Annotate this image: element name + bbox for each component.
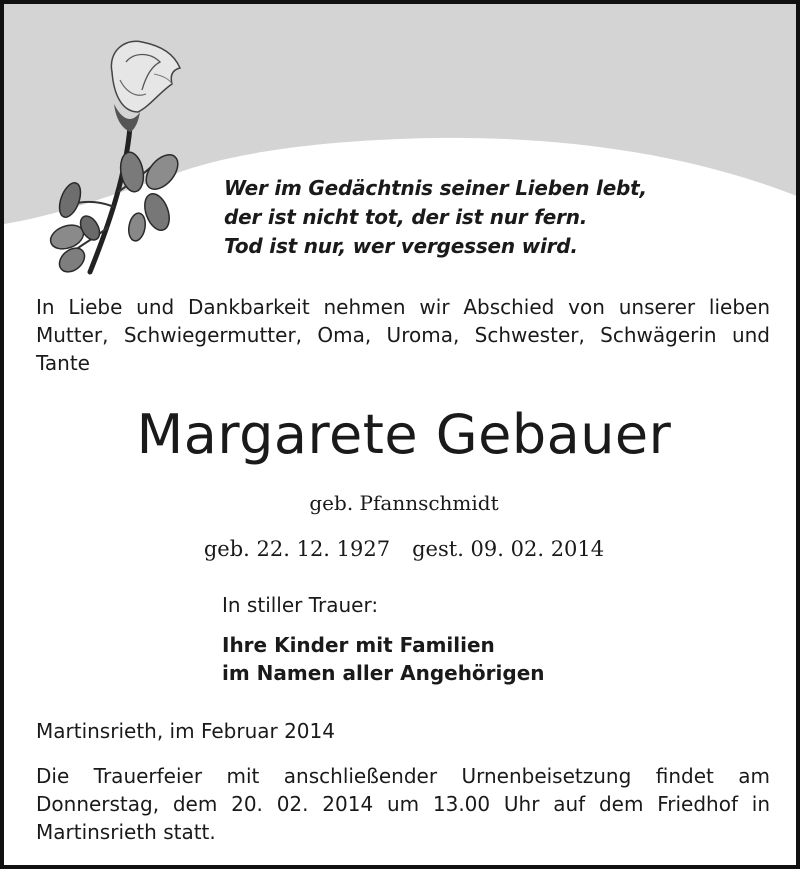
mourner-line: im Namen aller Angehörigen (222, 661, 545, 685)
farewell-intro: In Liebe und Dankbarkeit nehmen wir Abschied von unserer lieben Mutter, Schwiegermutter, Oma, Uroma, Schwester, Schwägerin und Tante (36, 295, 770, 375)
quote-line: der ist nicht tot, der ist nur fern. (224, 205, 588, 229)
place-date: Martinsrieth, im Februar 2014 (36, 719, 335, 743)
quote-line: Wer im Gedächtnis seiner Lieben lebt, (224, 176, 647, 200)
memorial-quote (224, 174, 647, 261)
death-date: gest. 09. 02. 2014 (412, 537, 605, 561)
birth-date: geb. 22. 12. 1927 (203, 537, 391, 561)
funeral-service-info: Die Trauerfeier mit anschließender Urnenbeisetzung findet am Donnerstag, dem 20. 02. 2014 um 13.00 Uhr auf dem Friedhof in Martinsrieth statt. (36, 764, 770, 844)
quote-line: Tod ist nur, wer vergessen wird. (224, 234, 578, 258)
mourner-line: Ihre Kinder mit Familien (222, 633, 495, 657)
mourning-label: In stiller Trauer: (222, 593, 379, 617)
mourners-list (222, 631, 545, 687)
maiden-name: geb. Pfannschmidt (309, 491, 499, 515)
deceased-name: Margarete Gebauer (136, 403, 672, 466)
life-dates (4, 534, 800, 564)
rose-icon (42, 32, 192, 282)
